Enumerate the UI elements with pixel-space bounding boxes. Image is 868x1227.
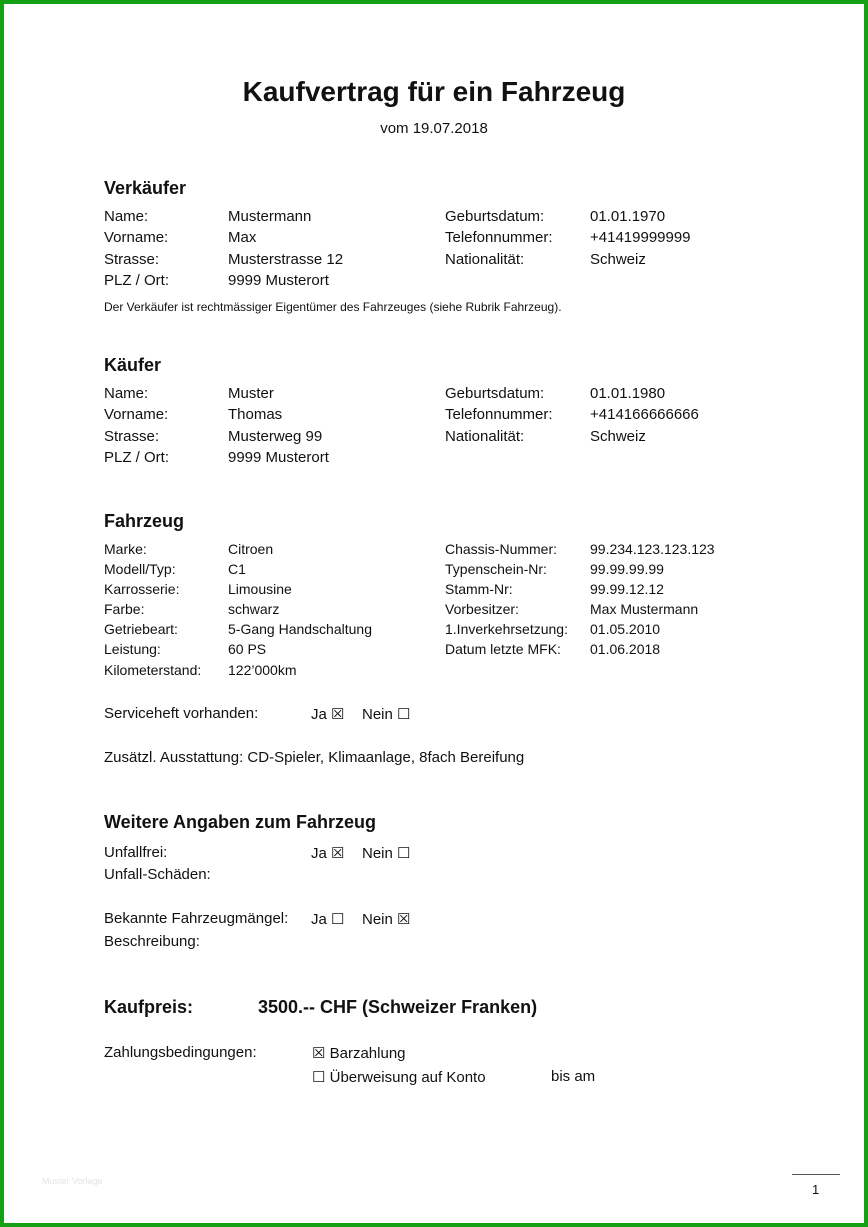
buyer-firstname-label: Vorname:: [104, 406, 169, 423]
seller-heading: Verkäufer: [104, 178, 187, 198]
buyer-nationality-value: Schweiz: [590, 428, 646, 445]
seller-street-label: Strasse:: [104, 251, 160, 268]
buyer-firstname-value: Thomas: [228, 406, 283, 423]
serviceheft-yes-checkbox[interactable]: Ja ☒: [311, 706, 345, 723]
accident-damage-label: Unfall-Schäden:: [104, 866, 211, 883]
known-defects-no-checkbox[interactable]: Nein ☒: [362, 911, 411, 928]
vehicle-body-label: Karrosserie:: [104, 581, 180, 597]
vehicle-previous-owner-label: Vorbesitzer:: [445, 601, 519, 617]
buyer-phone-label: Telefonnummer:: [445, 406, 553, 423]
buyer-heading: Käufer: [104, 355, 162, 375]
buyer-name-label: Name:: [104, 385, 149, 402]
price-value: 3500.-- CHF (Schweizer Franken): [258, 997, 538, 1017]
seller-name-label: Name:: [104, 208, 149, 225]
accident-free-label: Unfallfrei:: [104, 844, 168, 861]
vehicle-heading: Fahrzeug: [104, 511, 185, 531]
accident-free-yes-checkbox[interactable]: Ja ☒: [311, 845, 345, 862]
watermark: Muster Vorlage: [42, 1176, 103, 1186]
vehicle-registration-label: 1.Inverkehrsetzung:: [445, 621, 568, 637]
vehicle-typenschein-value: 99.99.99.99: [590, 561, 664, 577]
vehicle-chassis-label: Chassis-Nummer:: [445, 541, 558, 557]
details-heading: Weitere Angaben zum Fahrzeug: [104, 812, 377, 832]
seller-nationality-value: Schweiz: [590, 251, 646, 268]
seller-birthdate-label: Geburtsdatum:: [445, 208, 545, 225]
buyer-zip-label: PLZ / Ort:: [104, 449, 170, 466]
vehicle-body-value: Limousine: [228, 581, 292, 597]
vehicle-registration-value: 01.05.2010: [590, 621, 661, 637]
seller-zip-value: 9999 Musterort: [228, 272, 329, 289]
vehicle-previous-owner-value: Max Mustermann: [590, 601, 699, 617]
known-defects-yes-checkbox[interactable]: Ja ☐: [311, 911, 345, 928]
seller-firstname-value: Max: [228, 229, 257, 246]
serviceheft-label: Serviceheft vorhanden:: [104, 705, 259, 722]
payment-until-label: bis am: [551, 1068, 596, 1085]
vehicle-color-label: Farbe:: [104, 601, 145, 617]
seller-birthdate-value: 01.01.1970: [590, 208, 666, 225]
vehicle-color-value: schwarz: [228, 601, 280, 617]
buyer-zip-value: 9999 Musterort: [228, 449, 329, 466]
seller-nationality-label: Nationalität:: [445, 251, 525, 268]
vehicle-power-value: 60 PS: [228, 641, 267, 657]
known-defects-label: Bekannte Fahrzeugmängel:: [104, 910, 289, 927]
footer-divider: [792, 1174, 840, 1175]
buyer-birthdate-value: 01.01.1980: [590, 385, 666, 402]
accident-free-no-checkbox[interactable]: Nein ☐: [362, 845, 411, 862]
vehicle-typenschein-label: Typenschein-Nr:: [445, 561, 547, 577]
vehicle-model-label: Modell/Typ:: [104, 561, 176, 577]
buyer-phone-value: +414166666666: [590, 406, 699, 423]
seller-ownership-note: Der Verkäufer ist rechtmässiger Eigentümer des Fahrzeuges (siehe Rubrik Fahrzeug).: [104, 300, 562, 314]
buyer-street-value: Musterweg 99: [228, 428, 323, 445]
seller-phone-value: +41419999999: [590, 229, 691, 246]
buyer-nationality-label: Nationalität:: [445, 428, 525, 445]
vehicle-gearbox-value: 5-Gang Handschaltung: [228, 621, 372, 637]
vehicle-stamm-label: Stamm-Nr:: [445, 581, 513, 597]
vehicle-gearbox-label: Getriebeart:: [104, 621, 178, 637]
vehicle-mfk-value: 01.06.2018: [590, 641, 661, 657]
buyer-birthdate-label: Geburtsdatum:: [445, 385, 545, 402]
vehicle-power-label: Leistung:: [104, 641, 161, 657]
vehicle-chassis-value: 99.234.123.123.123: [590, 541, 715, 557]
vehicle-mileage-label: Kilometerstand:: [104, 662, 202, 678]
price-label: Kaufpreis:: [104, 997, 194, 1017]
vehicle-brand-value: Citroen: [228, 541, 274, 557]
additional-equipment: Zusätzl. Ausstattung: CD-Spieler, Klimaanlage, 8fach Bereifung: [104, 749, 525, 766]
seller-firstname-label: Vorname:: [104, 229, 169, 246]
vehicle-mileage-value: 122’000km: [228, 662, 297, 678]
vehicle-mfk-label: Datum letzte MFK:: [445, 641, 561, 657]
buyer-street-label: Strasse:: [104, 428, 160, 445]
vehicle-brand-label: Marke:: [104, 541, 147, 557]
seller-phone-label: Telefonnummer:: [445, 229, 553, 246]
vehicle-model-value: C1: [228, 561, 246, 577]
payment-terms-label: Zahlungsbedingungen:: [104, 1044, 257, 1061]
payment-cash-checkbox[interactable]: ☒ Barzahlung: [312, 1045, 406, 1062]
buyer-name-value: Muster: [228, 385, 274, 402]
vehicle-stamm-value: 99.99.12.12: [590, 581, 664, 597]
payment-transfer-checkbox[interactable]: ☐ Überweisung auf Konto: [312, 1069, 486, 1086]
seller-street-value: Musterstrasse 12: [228, 251, 344, 268]
description-label: Beschreibung:: [104, 933, 200, 950]
serviceheft-no-checkbox[interactable]: Nein ☐: [362, 706, 411, 723]
seller-zip-label: PLZ / Ort:: [104, 272, 170, 289]
document-date: vom 19.07.2018: [380, 120, 488, 137]
page-number: 1: [812, 1182, 820, 1197]
document-title: Kaufvertrag für ein Fahrzeug: [242, 76, 626, 107]
seller-name-value: Mustermann: [228, 208, 312, 225]
